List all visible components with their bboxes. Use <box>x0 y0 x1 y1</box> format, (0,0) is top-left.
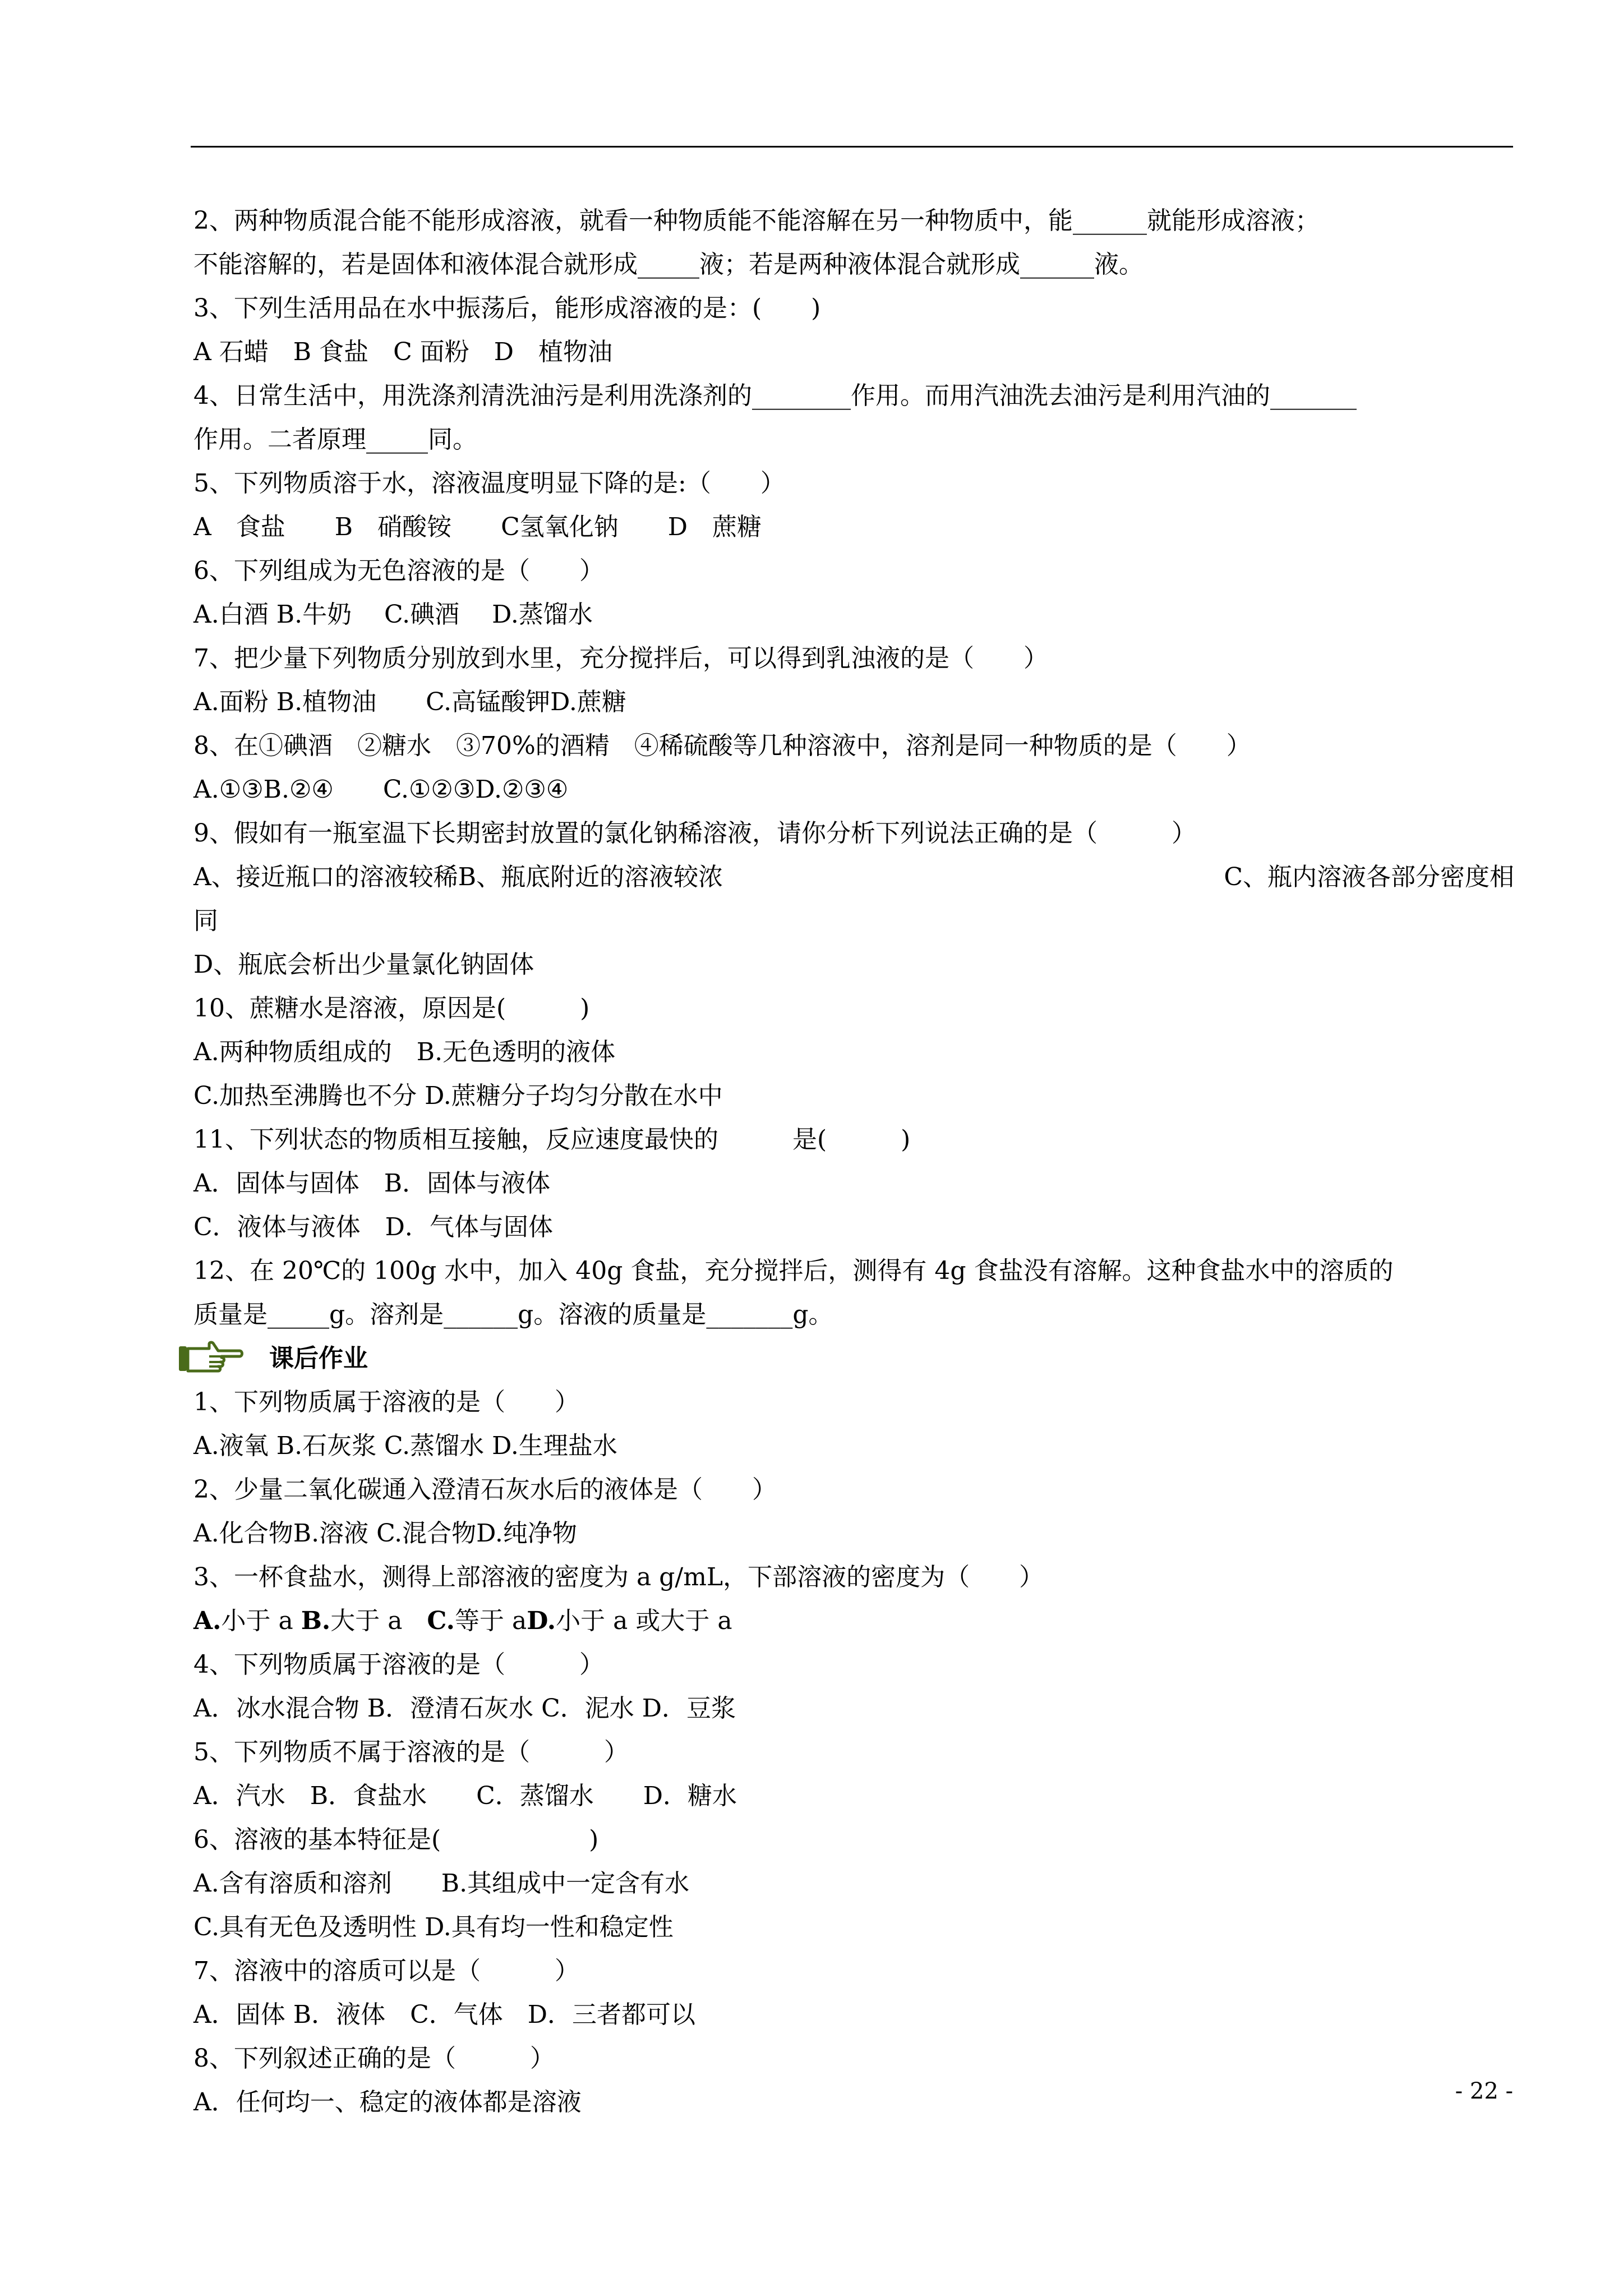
text-line: 4、日常生活中，用洗涤剂清洗油污是利用洗涤剂的________作用。而用汽油洗去油污是利用汽油的_______ <box>193 381 1357 410</box>
pointing-hand-icon <box>177 1341 244 1377</box>
option-c-label: C. <box>427 1607 455 1635</box>
text-line: D、瓶底会析出少量氯化钠固体 <box>193 950 534 979</box>
text-line: 5、下列物质溶于水，溶液温度明显下降的是:（ ） <box>193 469 785 498</box>
text-line: 3、一杯食盐水，测得上部溶液的密度为 a g/mL，下部溶液的密度为（ ） <box>193 1563 1044 1591</box>
text-line: A.化合物B.溶液 C.混合物D.纯净物 <box>193 1519 577 1548</box>
text-line: A 食盐 B 硝酸铵 C氢氧化钠 D 蔗糖 <box>193 513 762 541</box>
option-d-label: D. <box>527 1607 556 1635</box>
text-line: 2、少量二氧化碳通入澄清石灰水后的液体是（ ） <box>193 1475 777 1504</box>
text-line: A.白酒 B.牛奶 C.碘酒 D.蒸馏水 <box>193 600 593 629</box>
option-b-text: 大于 a <box>330 1607 427 1635</box>
text-line: A．任何均一、稳定的液体都是溶液 <box>193 2088 582 2116</box>
text-line: A．固体与固体 B．固体与液体 <box>193 1169 551 1198</box>
text-line: 作用。二者原理_____同。 <box>193 425 477 454</box>
q9-options-row <box>193 855 1514 899</box>
text-line: 同 <box>193 907 218 935</box>
text-line: C．液体与液体 D．气体与固体 <box>193 1213 553 1241</box>
text-line: A.①③B.②④ C.①②③D.②③④ <box>193 775 569 804</box>
option-a-text: 小于 a <box>221 1607 301 1635</box>
option-d-text: 小于 a 或大于 a <box>556 1607 732 1635</box>
text-line: 7、溶液中的溶质可以是（ ） <box>193 1957 579 1985</box>
text-line: 5、下列物质不属于溶液的是（ ） <box>193 1738 629 1766</box>
text-line: 9、假如有一瓶室温下长期密封放置的氯化钠稀溶液，请你分析下列说法正确的是（ ） <box>193 819 1196 848</box>
text-line: C.具有无色及透明性 D.具有均一性和稳定性 <box>193 1913 674 1941</box>
text-line: 4、下列物质属于溶液的是（ ） <box>193 1650 604 1679</box>
text-line: 12、在 20℃的 100g 水中，加入 40g 食盐，充分搅拌后，测得有 4g 食盐没有溶解。这种食盐水中的溶质的 <box>193 1257 1394 1285</box>
text-line: A．冰水混合物 B．澄清石灰水 C．泥水 D．豆浆 <box>193 1694 736 1723</box>
text-line: A.含有溶质和溶剂 B.其组成中一定含有水 <box>193 1869 690 1898</box>
text-line: 不能溶解的，若是固体和液体混合就形成_____液；若是两种液体混合就形成______液。 <box>193 250 1144 279</box>
text-line: 8、下列叙述正确的是（ ） <box>193 2044 555 2073</box>
text-line: C.加热至沸腾也不分 D.蔗糖分子均匀分散在水中 <box>193 1082 723 1110</box>
text-line: A.液氧 B.石灰浆 C.蒸馏水 D.生理盐水 <box>193 1432 617 1460</box>
text-line: A.两种物质组成的 B.无色透明的液体 <box>193 1038 616 1066</box>
homework-q3-options <box>193 1599 1514 1643</box>
text-line: A．汽水 B．食盐水 C．蒸馏水 D．糖水 <box>193 1782 737 1810</box>
section-title: 课后作业 <box>269 1344 368 1373</box>
text-line: 1、下列物质属于溶液的是（ ） <box>193 1388 579 1416</box>
option-a-label: A. <box>193 1607 222 1635</box>
text-line: A 石蜡 B 食盐 C 面粉 D 植物油 <box>193 338 613 366</box>
text-line: A．固体 B．液体 C．气体 D．三者都可以 <box>193 2000 696 2029</box>
header-rule <box>191 146 1513 148</box>
text-line: 6、溶液的基本特征是( ) <box>193 1825 599 1854</box>
q9-options-left: A、接近瓶口的溶液较稀B、瓶底附近的溶液较浓 <box>193 863 723 891</box>
text-line: 10、蔗糖水是溶液，原因是( ) <box>193 994 590 1023</box>
section-header <box>193 1337 1514 1381</box>
text-line: 8、在①碘酒 ②糖水 ③70%的酒精 ④稀硫酸等几种溶液中，溶剂是同一种物质的是（ ） <box>193 731 1251 760</box>
text-line: 质量是_____g。溶剂是______g。溶液的质量是_______g。 <box>193 1300 833 1329</box>
text-line: 6、下列组成为无色溶液的是（ ） <box>193 556 604 585</box>
text-line: 11、下列状态的物质相互接触，反应速度最快的 是( ) <box>193 1125 911 1154</box>
document-body <box>193 199 1514 2124</box>
text-line: 2、两种物质混合能不能形成溶液，就看一种物质能不能溶解在另一种物质中，能______就能形成溶液； <box>193 206 1320 235</box>
text-line: A.面粉 B.植物油 C.高锰酸钾D.蔗糖 <box>193 688 626 716</box>
option-b-label: B. <box>301 1607 331 1635</box>
text-line: 7、把少量下列物质分别放到水里，充分搅拌后，可以得到乳浊液的是（ ） <box>193 644 1048 673</box>
text-line: 3、下列生活用品在水中振荡后，能形成溶液的是：( ) <box>193 294 821 323</box>
q9-options-right: C、瓶内溶液各部分密度相 <box>1224 863 1514 891</box>
option-c-text: 等于 a <box>455 1607 527 1635</box>
page-number: - 22 - <box>1455 2078 1513 2104</box>
